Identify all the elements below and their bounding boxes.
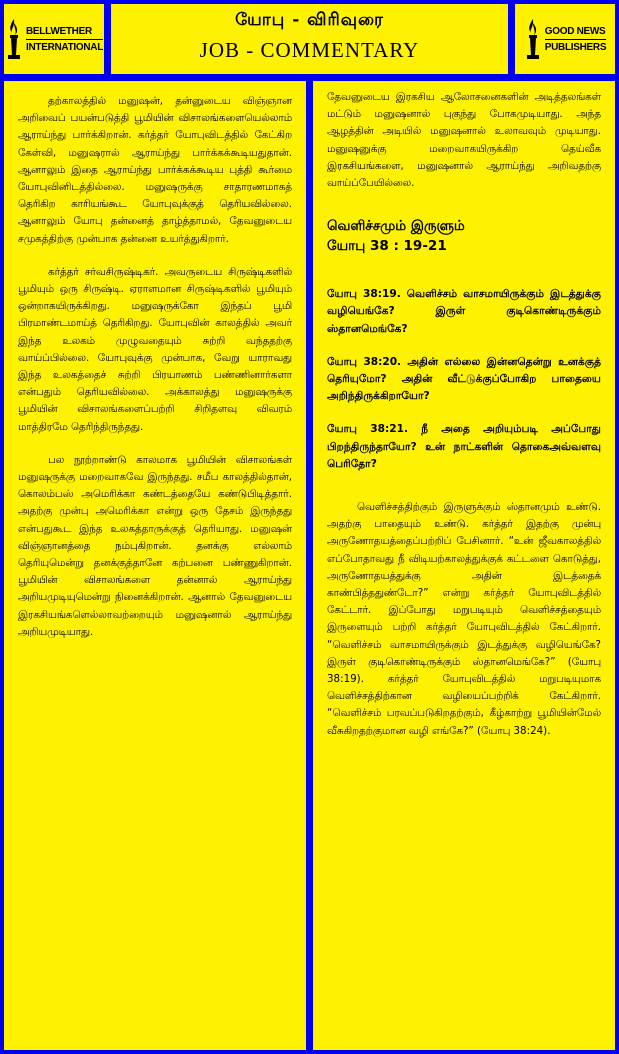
heading-reference: யோபு 38 : 19-21 — [327, 238, 447, 255]
paragraph: தற்காலத்தில் மனுஷன், தன்னுடைய விஞ்ஞான அறிவைப் பயன்படுத்தி பூமியின் விசாலங்களையெல்லாம் ஆராய்ந்து பார்க்கிறான். கர்த்தர் யோபுவிடத்தில் கேட்கிற கேள்வி, மனுஷரால் ஆராய்ந்து பார்க்கக்கூடியதுதான். ஆனாலும் இதை ஆராய்ந்து பார்க்கக்கூடிய புத்தி கூர்மை யோபுவினிடத்தில்லை. மனுஷருக்கு சாதாரணமாகத் தெரிகிற காரியங்கூட யோபுவுக்குத் தெரியவில்லை. ஆனாலும் யோபு தன்னைத் தாழ்த்தாமல், தேவனுடைய சமுகத்திற்கு முன்பாக தன்னை உயர்த்துகிறார். — [18, 95, 292, 245]
title-english: JOB - COMMENTARY — [199, 38, 420, 62]
section-heading — [327, 216, 601, 256]
page-header — [111, 4, 508, 74]
paragraph: வெளிச்சத்திற்கும் இருளுக்கும் ஸ்தானமும் உண்டு. அதற்கு பாதையும் உண்டு. கர்த்தர் இதற்கு முன்பு அருணோதயத்தைப்பற்றிப் பேசினார். “உன் ஜீவகாலத்தில் எப்போதாவது நீ விடியற்காலத்துக்குக் கட்டளை கொடுத்து, அருணோதயத்துக்கு அதின் இடத்தைக் காண்பித்ததுண்டோ?” என்று கர்த்தர் யோபுவிடத்தில் கேட்டார். இப்போது மறுபடியும் வெளிச்சத்தையும் இருளையும் பற்றி கர்த்தர் யோபுவிடத்தில் கேட்கிறார். “வெளிச்சம் வாசமாயிருக்கும் இடத்துக்கு வழியெங்கே? இருள் குடிகொண்டிருக்கும் ஸ்தானமெங்கே?” (யோபு 38:19). கர்த்தர் யோபுவிடத்தில் மறுபடியுமாக வெளிச்சத்திற்கான வழியைப்பற்றிக் கேட்கிறார். “வெளிச்சம் பரவப்படுகிறதற்கும், கீழ்காற்று பூமியின்மேல் வீசுகிறதற்குமான வழி எங்கே?” (யோபு 38:24). — [327, 501, 601, 737]
right-column — [313, 81, 615, 1050]
verse-quote: யோபு 38:21. நீ அதை அறியும்படி அப்போது பிறந்திருந்தாயோ? உன் நாட்களின் தொகைஅவ்வளவு பெரிதோ? — [327, 423, 601, 470]
paragraph: பல நூற்றாண்டு காலமாக பூமியின் விசாலங்கள் மனுஷருக்கு மறைவாகவே இருந்தது. சமீப காலத்தில்தான், கொலம்பஸ் அமெரிக்கா கண்டத்தையே கண்டுபிடித்தார். அதற்கு முன்பு அமெரிக்கா என்று ஒரு தேசம் இருந்தது என்பதுகூட இந்த உலகத்தாருக்குத் தெரியாது. மனுஷன் விஞ்ஞானத்தை நம்புகிறான். தனக்கு எல்லாம் தெரியுமென்று தனக்குத்தானே கற்பனை பண்ணுகிறான். பூமியின் விசாலங்களை தன்னால் ஆராய்ந்து அறியமுடியுமென்று நினைக்கிறான். ஆனால் தேவனுடைய இரகசியங்களெல்லாவற்றையும் மனுஷனால் ஆராய்ந்து அறியமுடியாது. — [18, 453, 292, 638]
intro-paragraph: தேவனுடைய இரகசிய ஆலோசனைகளின் அடித்தலங்கள் மட்டும் மனுஷனால் புகுந்து போகமுடியாது. அந்த ஆழத்தின் அடியில் மனுஷனால் உலாவவும் முடியாது. மனுஷனுக்கு மறைவாகயிருக்கிற தெய்வீக இரகசியங்களை, மனுஷனால் ஆராய்ந்து அறிவதற்கு வாய்ப்பேயில்லை. — [327, 91, 601, 190]
bellwether-logo — [4, 4, 104, 74]
heading-title: வெளிச்சமும் இருளும் — [327, 218, 465, 235]
title-tamil: யோபு - விரிவுரை — [235, 10, 384, 30]
flame-torch-icon — [524, 17, 542, 61]
paragraph: கர்த்தர் சர்வசிருஷ்டிகர். அவருடைய சிருஷ்டிகளில் பூமியும் ஒரு சிருஷ்டி. ஏராளமான சிருஷ்டிகளில் பூமியும் ஒன்றாகயிருக்கிறது. மனுஷருக்கோ இந்தப் பூமி பிரமாண்டமாய்த் தெரிகிறது. யோபுவின் காலத்தில் அவர் இந்த உலகம் முழுவதையும் சுற்றி வந்ததற்கு வாய்ப்பில்லை. யோபுவுக்கு முன்பாக, வேறு யாராவது இந்த உலகத்தைச் சுற்றி பிரயாணம் பண்ணினார்களா என்பதும் தெரியவில்லை. அக்காலத்து மனுஷருக்கு பூமியின் விசாலங்களைப்பற்றி சிறிதளவு விவரம் மாத்திரமே தெரிந்திருந்தது. — [18, 265, 292, 433]
flame-torch-icon — [5, 17, 23, 61]
verse-quote: யோபு 38:20. அதின் எல்லை இன்னதென்று உனக்குத் தெரியுமோ? அதின் வீட்டுக்குப்போகிற பாதையை அறிந்திருக்கிறாயோ? — [327, 355, 601, 403]
left-column — [4, 81, 306, 1050]
logo-line-1: GOOD NEWS — [544, 25, 606, 37]
good-news-logo — [515, 4, 615, 74]
logo-line-2: PUBLISHERS — [544, 41, 607, 53]
logo-line-1: BELLWETHER — [25, 25, 92, 37]
verse-quote: யோபு 38:19. வெளிச்சம் வாசமாயிருக்கும் இடத்துக்கு வழியெங்கே? இருள் குடிகொண்டிருக்கும் ஸ்தானமெங்கே? — [327, 288, 601, 335]
logo-line-2: INTERNATIONAL — [25, 41, 104, 53]
